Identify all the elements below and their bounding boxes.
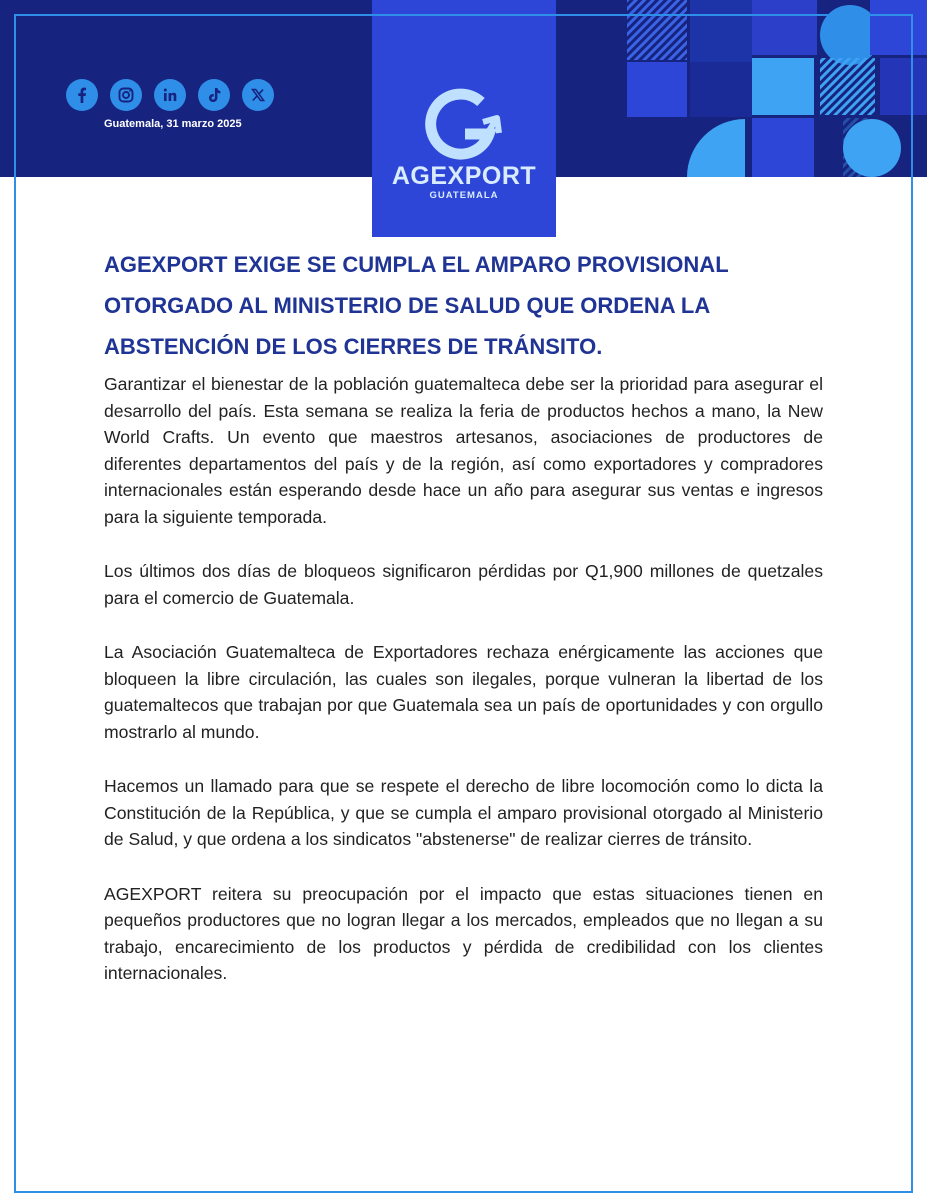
social-links	[66, 79, 274, 111]
paragraph: Hacemos un llamado para que se respete el derecho de libre locomoción como lo dicta la Constitución de la República, y que se cumpla el amparo provisional otorgado al Ministerio de Salud, y que ordena a los sindicatos "abstenerse" de realizar cierres de tránsito.	[104, 776, 823, 849]
x-icon[interactable]	[242, 79, 274, 111]
paragraph: La Asociación Guatemalteca de Exportadores rechaza enérgicamente las acciones que bloqueen la libre circulación, las cuales son ilegales, porque vulneran la libertad de los guatemaltecos que trabajan por que Guatemala sea un país de oportunidades y con orgullo mostrarlo al mundo.	[104, 642, 823, 742]
logo-subtitle: GUATEMALA	[429, 190, 499, 201]
press-release-title: AGEXPORT EXIGE SE CUMPLA EL AMPARO PROVISIONAL OTORGADO AL MINISTERIO DE SALUD QUE ORDENA LA ABSTENCIÓN DE LOS CIERRES DE TRÁNSITO.	[104, 252, 729, 359]
logo-brand: AGEXPORT	[391, 162, 537, 190]
linkedin-icon[interactable]	[154, 79, 186, 111]
paragraph: Garantizar el bienestar de la población guatemalteca debe ser la prioridad para asegurar el desarrollo del país. Esta semana se realiza la feria de productos hechos a mano, la New World Crafts. Un evento que maestros artesanos, asociaciones de productores de diferentes departamentos del país y de la región, así como exportadores y compradores internacionales están esperando desde hace un año para asegurar sus ventas e ingresos para la siguiente temporada.	[104, 374, 823, 527]
press-release-body	[104, 371, 823, 1015]
tiktok-icon[interactable]	[198, 79, 230, 111]
release-date: Guatemala, 31 marzo 2025	[104, 118, 242, 130]
decorative-pattern	[600, 0, 927, 177]
agexport-g-icon	[419, 88, 509, 160]
paragraph: AGEXPORT reitera su preocupación por el impacto que estas situaciones tienen en pequeños productores que no logran llegar a los mercados, empleados que no llegan a su trabajo, encarecimiento de los productos y pérdida de credibilidad con los clientes internacionales.	[104, 883, 823, 983]
instagram-icon[interactable]	[110, 79, 142, 111]
agexport-logo	[372, 0, 556, 237]
paragraph: Los últimos dos días de bloqueos significaron pérdidas por Q1,900 millones de quetzales para el comercio de Guatemala.	[104, 561, 823, 608]
facebook-icon[interactable]	[66, 79, 98, 111]
